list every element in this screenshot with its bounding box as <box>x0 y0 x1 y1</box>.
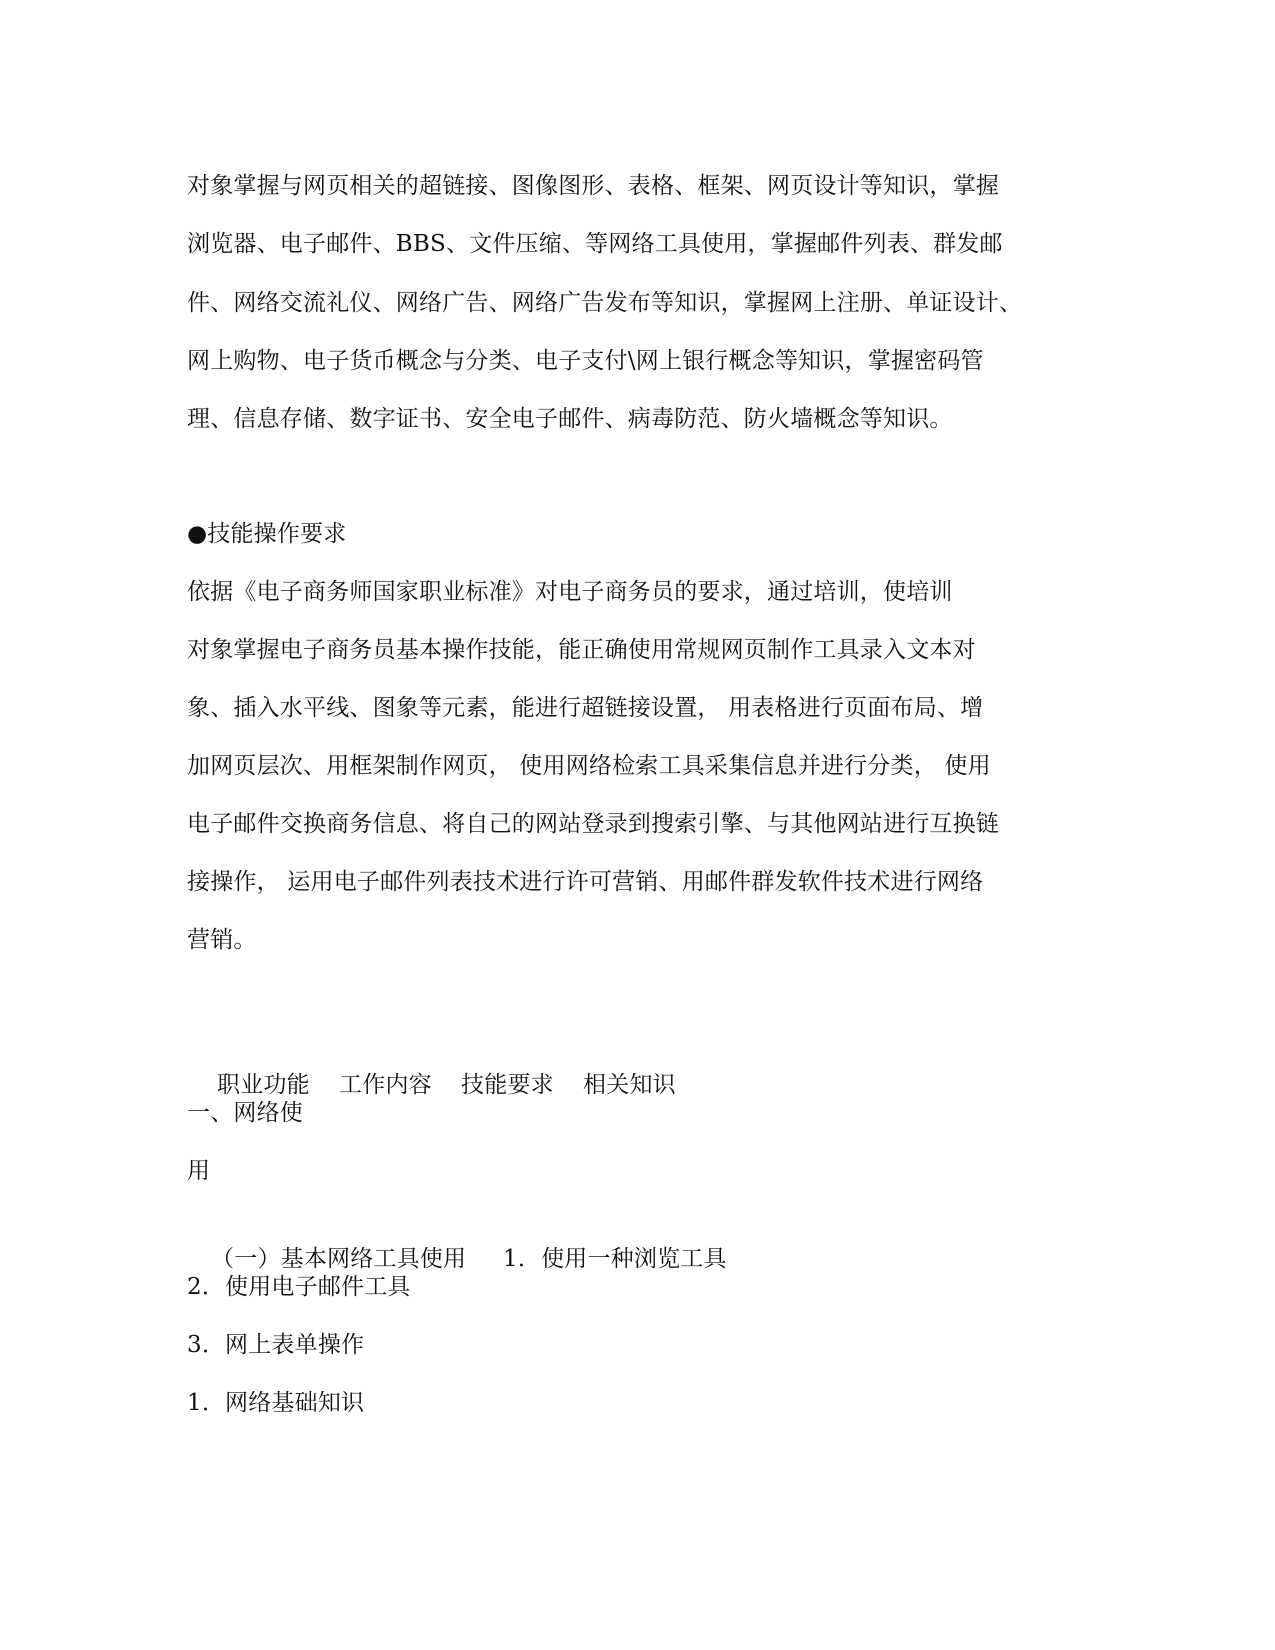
paragraph2-line-1: 依据《电子商务师国家职业标准》对电子商务员的要求，通过培训，使培训 <box>187 579 953 605</box>
paragraph1-line-2: 浏览器、电子邮件、BBS、文件压缩、等网络工具使用，掌握邮件列表、群发邮 <box>187 231 1003 257</box>
paragraph1-line-3: 件、网络交流礼仪、网络广告、网络广告发布等知识，掌握网上注册、单证设计、 <box>187 290 1023 316</box>
paragraph2-line-3: 象、插入水平线、图象等元素，能进行超链接设置， 用表格进行页面布局、增 <box>187 695 984 721</box>
paragraph1-line-4: 网上购物、电子货币概念与分类、电子支付\网上银行概念等知识，掌握密码管 <box>187 348 984 374</box>
paragraph2-line-5: 电子邮件交换商务信息、将自己的网站登录到搜索引擎、与其他网站进行互换链 <box>187 811 999 837</box>
paragraph2-line-4: 加网页层次、用框架制作网页， 使用网络检索工具采集信息并进行分类， 使用 <box>187 753 991 779</box>
table-header-function: 职业功能 <box>217 1072 310 1098</box>
knowledge-item-1: 1．网络基础知识 <box>187 1390 365 1416</box>
table-header-knowledge: 相关知识 <box>583 1072 676 1098</box>
paragraph1-line-1: 对象掌握与网页相关的超链接、图像图形、表格、框架、网页设计等知识，掌握 <box>187 173 999 199</box>
skill-item-3: 3．网上表单操作 <box>187 1332 365 1358</box>
table-header-skill: 技能要求 <box>461 1072 554 1098</box>
table-header-content: 工作内容 <box>339 1072 432 1098</box>
paragraph2-line-7: 营销。 <box>187 927 257 953</box>
function-line-2: 用 <box>187 1158 211 1184</box>
paragraph2-line-2: 对象掌握电子商务员基本操作技能，能正确使用常规网页制作工具录入文本对 <box>187 637 976 663</box>
skill-item-2: 2．使用电子邮件工具 <box>187 1274 411 1300</box>
paragraph1-line-5: 理、信息存储、数字证书、安全电子邮件、病毒防范、防火墙概念等知识。 <box>187 406 953 432</box>
work-content-item: （一）基本网络工具使用 <box>211 1246 467 1272</box>
skill-item-1: 1．使用一种浏览工具 <box>503 1246 727 1272</box>
section-heading: ●技能操作要求 <box>187 521 347 547</box>
paragraph2-line-6: 接操作， 运用电子邮件列表技术进行许可营销、用邮件群发软件技术进行网络 <box>187 869 984 895</box>
function-line-1: 一、网络使 <box>187 1100 303 1126</box>
